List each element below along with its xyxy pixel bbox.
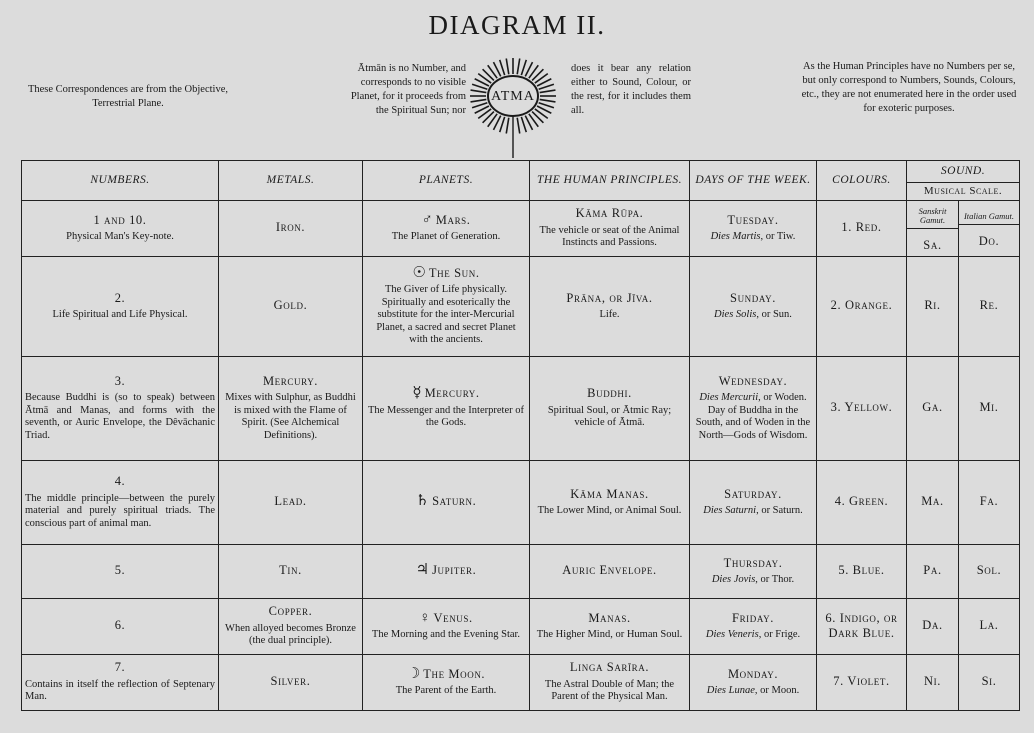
colour-cell: [817, 655, 907, 711]
header-human-principles: THE HUMAN PRINCIPLES.: [530, 161, 690, 201]
header-planets: PLANETS.: [363, 161, 530, 201]
metal-name: Tin.: [279, 563, 302, 578]
header-numbers: NUMBERS.: [22, 161, 219, 201]
planet-symbol-icon: ♀: [419, 609, 431, 626]
italian-cell: [959, 461, 1020, 545]
colour-cell: [817, 257, 907, 357]
metal-name: Silver.: [270, 674, 311, 689]
day-latin-line: [693, 309, 813, 322]
italian-note: Sol.: [976, 563, 1002, 578]
sanskrit-cell: [907, 201, 959, 257]
principle-description: Spiritual Soul, or Ātmic Ray; vehicle of Ātmā.: [547, 404, 672, 429]
number-label: 6.: [114, 618, 126, 633]
principle-cell: [530, 545, 690, 599]
colour-name: 2. Orange.: [830, 298, 893, 313]
planet-heading: [366, 665, 526, 683]
metal-name: Gold.: [273, 298, 308, 313]
italian-note: Si.: [981, 674, 997, 689]
italian-note: Fa.: [979, 494, 999, 509]
table-row: [22, 655, 1020, 711]
colour-cell: [817, 357, 907, 461]
table-row: [22, 599, 1020, 655]
number-cell: [22, 599, 219, 655]
day-name: Wednesday.: [718, 373, 788, 388]
number-description: Because Buddhi is (so to speak) between Ātmā and Manas, and forms with the seventh, or Auric Envelope, the Dêvāchanic Triad.: [25, 392, 215, 441]
day-latin: Dies Jovis: [711, 574, 756, 585]
table-row: [22, 257, 1020, 357]
metal-description: When alloyed becomes Bronze (the dual principle).: [225, 622, 356, 647]
planet-symbol-icon: ♄: [415, 493, 430, 510]
day-latin: Dies Martis: [710, 231, 761, 242]
note-human-principles: As the Human Principles have no Numbers per se, but only correspond to Numbers, Sounds, Colours, etc., they are not enumerated here in the order used for exoteric purposes.: [801, 61, 1017, 114]
principle-cell: [530, 599, 690, 655]
planet-name: The Sun.: [428, 265, 480, 280]
planet-symbol-icon: ♃: [415, 562, 430, 579]
header-metals: METALS.: [219, 161, 363, 201]
diagram-title: DIAGRAM II.: [428, 10, 606, 40]
planet-heading: [366, 609, 526, 627]
day-latin: Dies Veneris: [705, 629, 759, 640]
principle-cell: [530, 201, 690, 257]
day-cell: [690, 201, 817, 257]
planet-heading: [366, 495, 526, 510]
metal-name: Copper.: [268, 604, 313, 619]
planet-description: The Giver of Life physically. Spiritually and esoterically the substitute for the inter-Mercurial Planet, a sacred and secret Planet with the ancients.: [376, 284, 516, 345]
sanskrit-note: Ga.: [922, 400, 943, 415]
planet-name: Mars.: [435, 212, 471, 227]
planet-name: Saturn.: [432, 494, 477, 509]
planet-symbol-icon: ☽: [406, 665, 421, 682]
sanskrit-cell: [907, 257, 959, 357]
colour-name: 5. Blue.: [838, 563, 885, 578]
italian-cell: [959, 201, 1020, 257]
day-latin-line: [693, 231, 813, 244]
metal-cell: [219, 201, 363, 257]
planet-cell: [363, 461, 530, 545]
planet-heading: [366, 264, 526, 282]
italian-cell: [959, 357, 1020, 461]
day-name: Sunday.: [730, 290, 776, 305]
colour-name: 4. Green.: [834, 494, 889, 509]
day-latin: Dies Lunae: [706, 685, 755, 696]
day-cell: [690, 357, 817, 461]
day-cell: [690, 655, 817, 711]
principle-cell: [530, 357, 690, 461]
planet-heading: [366, 211, 526, 229]
colour-name: 6. Indigo, or Dark Blue.: [825, 611, 898, 640]
note-atman-right: does it bear any relation either to Sound, Colour, or the rest, for it includes them all.: [571, 63, 691, 116]
planet-heading: [366, 387, 526, 402]
metal-name: Lead.: [274, 494, 307, 509]
metal-cell: [219, 545, 363, 599]
number-description: The middle principle—between the purely material and purely spiritual triads. The conscious part of animal man.: [25, 492, 215, 529]
day-suffix: , or Woden. Day of Buddha in the South, and of Woden in the North—Gods of Wisdom.: [695, 392, 811, 441]
day-suffix: , or Saturn.: [756, 505, 803, 516]
metal-description: Mixes with Sulphur, as Buddhi is mixed with the Flame of Spirit. (See Alchemical Definitions).: [225, 392, 356, 441]
table-row: [22, 201, 1020, 257]
table-row: [22, 357, 1020, 461]
italian-cell: [959, 599, 1020, 655]
sanskrit-cell: [907, 655, 959, 711]
principle-name: Buddhi.: [587, 386, 632, 401]
sanskrit-cell: [907, 545, 959, 599]
number-cell: [22, 357, 219, 461]
number-cell: [22, 461, 219, 545]
sun-ray: [517, 118, 520, 134]
day-latin-line: [693, 505, 813, 518]
day-suffix: , or Frige.: [758, 629, 801, 640]
day-name: Thursday.: [723, 555, 783, 570]
planet-name: Venus.: [433, 610, 473, 625]
day-suffix: , or Thor.: [755, 574, 795, 585]
number-label: 7.: [114, 660, 126, 675]
number-cell: [22, 545, 219, 599]
planet-cell: [363, 545, 530, 599]
number-label: 3.: [114, 373, 126, 388]
day-latin-line: [693, 629, 813, 642]
principle-description: Life.: [599, 309, 620, 320]
sun-ray: [500, 60, 505, 75]
day-latin: Dies Solis: [714, 309, 757, 320]
day-cell: [690, 461, 817, 545]
metal-name: Iron.: [275, 220, 306, 235]
planet-cell: [363, 257, 530, 357]
number-label: 1 and 10.: [93, 212, 147, 227]
day-cell: [690, 599, 817, 655]
day-suffix: , or Sun.: [756, 309, 792, 320]
planet-symbol-icon: ☿: [412, 385, 422, 402]
italian-note: Mi.: [979, 400, 999, 415]
colour-cell: [817, 461, 907, 545]
number-label: 5.: [114, 563, 126, 578]
planet-description: The Morning and the Evening Star.: [371, 629, 521, 640]
planet-description: The Messenger and the Interpreter of the Gods.: [368, 404, 524, 429]
colour-cell: [817, 201, 907, 257]
principle-description: The Lower Mind, or Animal Soul.: [537, 505, 682, 516]
day-cell: [690, 257, 817, 357]
sanskrit-cell: [907, 461, 959, 545]
planet-description: The Planet of Generation.: [391, 231, 501, 242]
table-row: [22, 461, 1020, 545]
colour-cell: [817, 599, 907, 655]
table-row: [22, 545, 1020, 599]
sanskrit-note: Da.: [922, 618, 943, 633]
metal-cell: [219, 655, 363, 711]
day-name: Monday.: [727, 666, 779, 681]
principle-name: Prāna, or Jīva.: [566, 290, 653, 305]
sun-ray: [506, 118, 509, 134]
header-sound: SOUND.: [907, 161, 1020, 183]
day-suffix: , or Tiw.: [760, 231, 796, 242]
number-label: 2.: [114, 290, 126, 305]
sun-ray: [500, 117, 505, 132]
day-name: Friday.: [732, 610, 774, 625]
sun-ray: [521, 117, 526, 132]
sanskrit-cell: [907, 599, 959, 655]
number-description: Physical Man's Key-note.: [66, 231, 174, 242]
sanskrit-note: Ri.: [924, 298, 941, 313]
note-correspondences: These Correspondences are from the Objective, Terrestrial Plane.: [27, 84, 228, 109]
sun-ray: [506, 58, 509, 74]
planet-cell: [363, 201, 530, 257]
planet-name: The Moon.: [423, 666, 486, 681]
planet-symbol-icon: ♂: [421, 211, 433, 228]
principle-description: The Higher Mind, or Human Soul.: [536, 629, 683, 640]
principle-name: Linga Sarīra.: [569, 660, 650, 675]
header-musical-scale: Musical Scale.: [907, 183, 1020, 201]
principle-name: Kāma Rūpa.: [575, 206, 644, 221]
italian-note: Re.: [979, 298, 999, 313]
number-cell: [22, 201, 219, 257]
italian-cell: [959, 257, 1020, 357]
number-description: Contains in itself the reflection of Septenary Man.: [25, 678, 215, 703]
correspondence-table: [21, 160, 1020, 711]
sanskrit-gamut-label: Sanskrit Gamut.: [907, 205, 958, 229]
day-latin-line: [693, 685, 813, 698]
sanskrit-note: Ni.: [924, 674, 941, 689]
metal-cell: [219, 357, 363, 461]
colour-cell: [817, 545, 907, 599]
metal-name: Mercury.: [262, 373, 319, 388]
atma-label: ATMA: [491, 89, 535, 104]
sanskrit-cell: [907, 357, 959, 461]
note-atman-left: Ātmān is no Number, and corresponds to no visible Planet, for it proceeds from the Spiritual Sun; nor: [350, 63, 466, 116]
principle-cell: [530, 257, 690, 357]
italian-cell: [959, 655, 1020, 711]
day-suffix: , or Moon.: [754, 685, 800, 696]
number-description: Life Spiritual and Life Physical.: [52, 309, 188, 320]
principle-name: Auric Envelope.: [562, 563, 657, 578]
principle-cell: [530, 461, 690, 545]
italian-cell: [959, 545, 1020, 599]
planet-cell: [363, 357, 530, 461]
colour-name: 7. Violet.: [833, 674, 890, 689]
day-name: Saturday.: [724, 486, 782, 501]
planet-description: The Parent of the Earth.: [395, 685, 497, 696]
number-cell: [22, 257, 219, 357]
sanskrit-note: Pa.: [923, 563, 942, 578]
colour-name: 3. Yellow.: [830, 400, 893, 415]
day-cell: [690, 545, 817, 599]
italian-gamut-label: Italian Gamut.: [959, 210, 1019, 225]
sanskrit-note: Ma.: [921, 494, 944, 509]
planet-symbol-icon: ☉: [412, 264, 426, 281]
principle-name: Kāma Manas.: [570, 486, 649, 501]
number-cell: [22, 655, 219, 711]
day-latin: Dies Mercurii: [699, 392, 759, 404]
principle-name: Manas.: [588, 610, 631, 625]
metal-cell: [219, 257, 363, 357]
header-days-of-week: DAYS OF THE WEEK.: [690, 161, 817, 201]
sanskrit-note: Sa.: [923, 238, 942, 253]
italian-note: La.: [979, 618, 999, 633]
italian-note: Do.: [978, 233, 1000, 248]
colour-name: 1. Red.: [841, 220, 882, 235]
sun-ray: [521, 60, 526, 75]
day-latin: Dies Saturni: [703, 505, 757, 516]
planet-heading: [366, 564, 526, 579]
planet-cell: [363, 655, 530, 711]
principle-cell: [530, 655, 690, 711]
planet-name: Mercury.: [424, 386, 480, 401]
day-name: Tuesday.: [727, 212, 779, 227]
principle-description: The vehicle or seat of the Animal Instincts and Passions.: [539, 224, 680, 249]
number-label: 4.: [114, 474, 126, 488]
day-latin-line: [693, 392, 813, 442]
planet-cell: [363, 599, 530, 655]
day-latin-line: [693, 574, 813, 587]
sun-ray: [517, 58, 520, 74]
principle-description: The Astral Double of Man; the Parent of the Physical Man.: [544, 678, 675, 703]
planet-name: Jupiter.: [432, 563, 477, 578]
header-colours: COLOURS.: [817, 161, 907, 201]
metal-cell: [219, 599, 363, 655]
metal-cell: [219, 461, 363, 545]
